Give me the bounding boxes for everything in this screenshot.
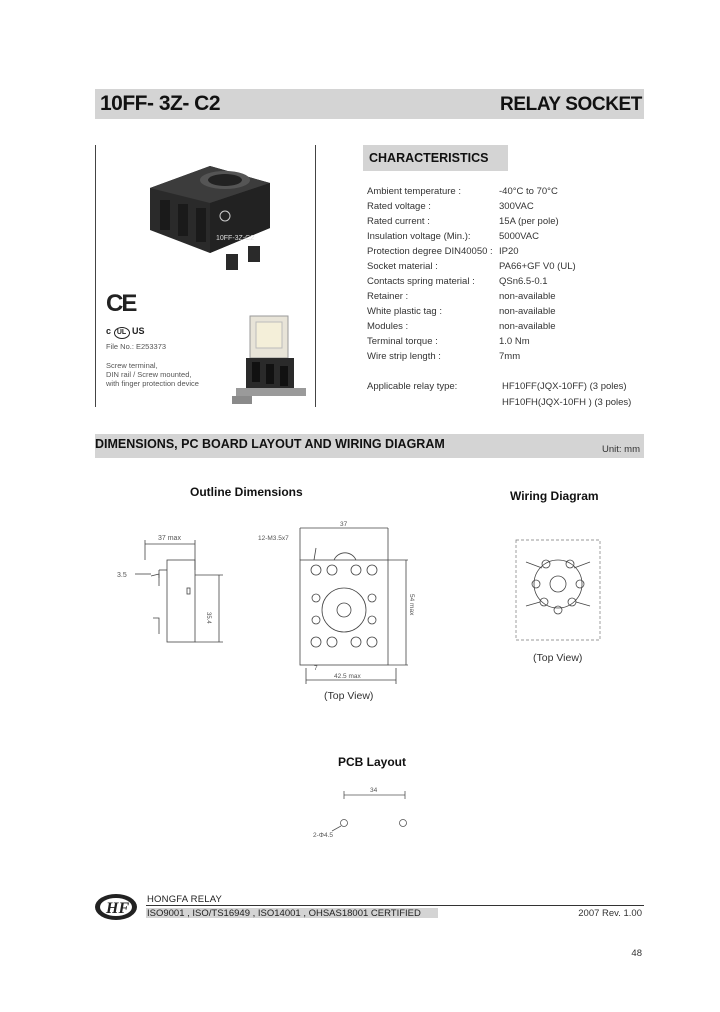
dim-screw-spec: 12-M3.5x7: [258, 535, 289, 542]
footer-rule: [146, 905, 644, 906]
applicable-relay-label: Applicable relay type:: [367, 381, 458, 392]
dim-side-offset: 3.5: [117, 572, 127, 579]
spec-label-wire-strip: Wire strip length :: [367, 351, 441, 362]
applicable-relay-2: HF10FH(JQX-10FH ) (3 poles): [502, 397, 632, 408]
spec-value-insulation-voltage: 5000VAC: [499, 231, 539, 242]
spec-label-rated-current: Rated current :: [367, 216, 430, 227]
side-view-drawing: [115, 530, 230, 650]
spec-value-ambient-temp: -40°C to 70°C: [499, 186, 558, 197]
spec-value-retainer: non-available: [499, 291, 556, 302]
dim-top-height: 54 max: [408, 594, 415, 616]
ul-mark: [106, 326, 145, 339]
file-number: File No.: E253373: [106, 342, 167, 351]
note-line-2: DIN rail / Screw mounted,: [106, 370, 192, 379]
top-view-drawing: [256, 520, 416, 690]
spec-value-terminal-torque: 1.0 Nm: [499, 336, 530, 347]
model-number: 10FF- 3Z- C2: [100, 92, 221, 115]
spec-value-modules: non-available: [499, 321, 556, 332]
wiring-top-view-caption: (Top View): [533, 652, 583, 664]
dim-bottom-offset: 7: [314, 665, 318, 672]
socket-label: 10FF-3Z-C2: [216, 235, 255, 242]
spec-label-retainer: Retainer :: [367, 291, 409, 302]
ul-us-text: US: [132, 326, 145, 336]
ce-mark: CE: [106, 290, 136, 317]
note-line-3: with finger protection device: [106, 379, 199, 388]
page-number: 48: [631, 948, 642, 959]
unit-label: Unit: mm: [602, 444, 640, 455]
dim-top-width: 37: [340, 521, 348, 528]
footer-certifications: ISO9001 , ISO/TS16949 , ISO14001 , OHSAS18001 CERTIFIED: [147, 908, 421, 919]
hongfa-logo-icon: [93, 892, 139, 922]
pcb-layout-drawing: [310, 783, 420, 838]
document-type: RELAY SOCKET: [500, 94, 642, 115]
characteristics-title: CHARACTERISTICS: [369, 151, 489, 165]
outline-top-view-caption: (Top View): [324, 690, 374, 702]
dim-side-width: 37 max: [158, 535, 181, 542]
spec-label-insulation-voltage: Insulation voltage (Min.):: [367, 231, 471, 242]
spec-label-contacts-spring: Contacts spring material :: [367, 276, 475, 287]
spec-value-wire-strip: 7mm: [499, 351, 521, 362]
socket-with-relay-photo: [232, 310, 312, 405]
wiring-diagram-drawing: [508, 532, 608, 647]
dim-pcb-hole: 2-Φ4.5: [313, 832, 334, 838]
spec-value-rated-voltage: 300VAC: [499, 201, 534, 212]
dimensions-title: DIMENSIONS, PC BOARD LAYOUT AND WIRING DIAGRAM: [95, 437, 445, 451]
pcb-layout-title: PCB Layout: [338, 755, 407, 769]
spec-label-protection-degree: Protection degree DIN40050 :: [367, 246, 493, 257]
spec-label-terminal-torque: Terminal torque :: [367, 336, 438, 347]
spec-label-rated-voltage: Rated voltage :: [367, 201, 431, 212]
dim-side-height: 35.4: [205, 612, 211, 624]
svg-text:HF: HF: [106, 900, 130, 917]
socket-photo: [130, 158, 280, 278]
footer-company: HONGFA RELAY: [147, 894, 223, 905]
note-line-1: Screw terminal,: [106, 361, 158, 370]
spec-value-contacts-spring: QSn6.5-0.1: [499, 276, 548, 287]
footer-revision: 2007 Rev. 1.00: [578, 908, 642, 919]
outline-dimensions-title: Outline Dimensions: [190, 485, 303, 499]
spec-label-white-tag: White plastic tag :: [367, 306, 442, 317]
spec-value-rated-current: 15A (per pole): [499, 216, 559, 227]
spec-value-white-tag: non-available: [499, 306, 556, 317]
applicable-relay-1: HF10FF(JQX-10FF) (3 poles): [502, 381, 627, 392]
spec-label-modules: Modules :: [367, 321, 409, 332]
spec-label-ambient-temp: Ambient temperature :: [367, 186, 461, 197]
spec-value-socket-material: PA66+GF V0 (UL): [499, 261, 576, 272]
spec-label-socket-material: Socket material :: [367, 261, 438, 272]
dim-pcb-pitch: 34: [370, 787, 378, 794]
ul-c-text: c: [106, 326, 112, 336]
spec-value-protection-degree: IP20: [499, 246, 519, 257]
dim-bottom-width: 42.5 max: [334, 673, 361, 680]
ul-logo-icon: UL: [114, 327, 130, 339]
wiring-diagram-title: Wiring Diagram: [510, 489, 599, 503]
